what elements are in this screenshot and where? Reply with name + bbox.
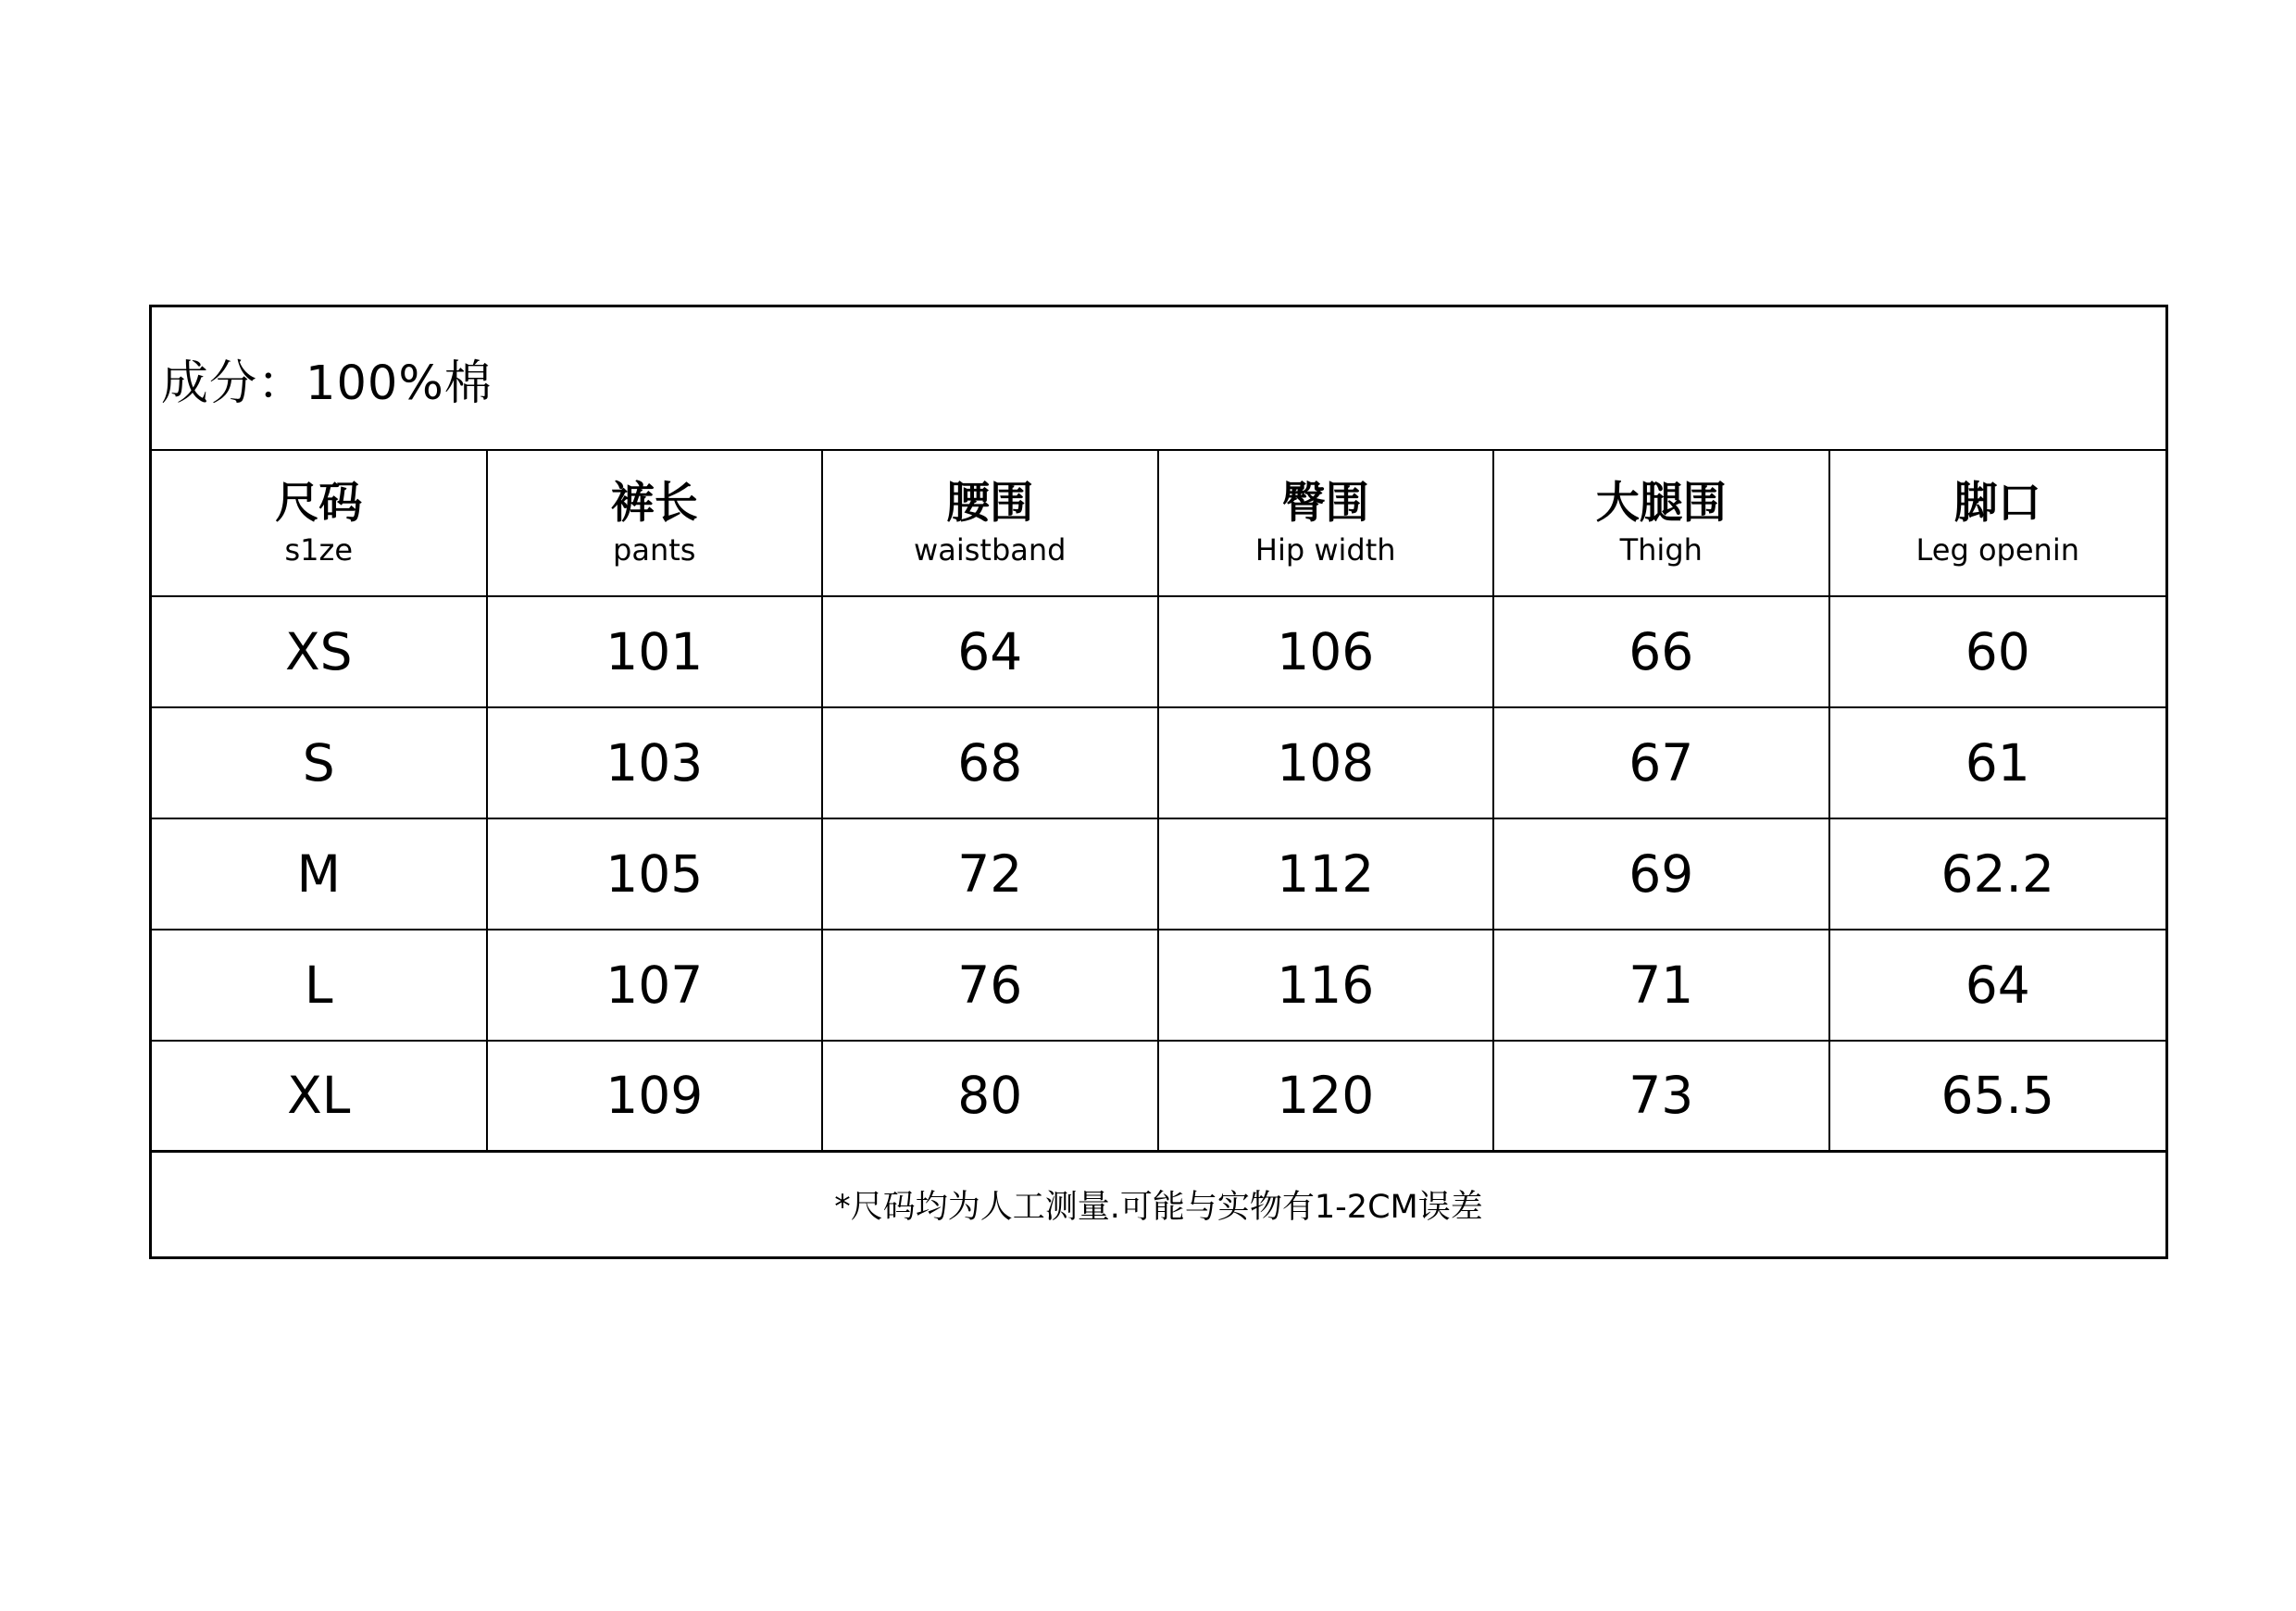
header-label-en: Hip width (1254, 531, 1396, 568)
cell-value: 108 (1277, 732, 1375, 793)
cell-value: 109 (605, 1066, 704, 1125)
table-cell (488, 708, 824, 819)
cell-value: 116 (1277, 955, 1375, 1015)
cell-value: XS (284, 621, 353, 681)
header-pants-length (488, 451, 824, 597)
table-cell (1159, 930, 1495, 1042)
cell-value: 112 (1277, 843, 1375, 904)
table-cell-size (152, 597, 488, 708)
cell-value: 101 (605, 621, 704, 681)
header-label-en: pants (613, 531, 696, 568)
cell-value: 120 (1277, 1066, 1375, 1125)
note-text: *尺码均为人工测量.可能与实物有1-2CM误差 (834, 1189, 1483, 1226)
table-cell (488, 930, 824, 1042)
table-cell (1159, 819, 1495, 930)
header-leg-opening (1830, 451, 2166, 597)
header-thigh (1494, 451, 1830, 597)
size-chart-table (149, 305, 2168, 1259)
cell-value: XL (287, 1066, 351, 1125)
cell-value: 65.5 (1940, 1066, 2054, 1125)
cell-value: 73 (1628, 1066, 1694, 1125)
cell-value: 103 (605, 732, 704, 793)
table-cell (1159, 708, 1495, 819)
table-cell (1830, 597, 2166, 708)
table-cell-size (152, 930, 488, 1042)
header-label-zh: 臀围 (1281, 477, 1369, 529)
table-cell (1830, 819, 2166, 930)
table-cell-size (152, 708, 488, 819)
cell-value: 76 (957, 955, 1023, 1015)
cell-value: 67 (1628, 732, 1694, 793)
table-cell (1494, 597, 1830, 708)
table-cell (823, 597, 1159, 708)
cell-value: 66 (1628, 621, 1694, 681)
cell-value: 64 (957, 621, 1023, 681)
table-cell (488, 819, 824, 930)
cell-value: 68 (957, 732, 1023, 793)
header-label-en: Leg openin (1915, 531, 2079, 568)
header-hip-width (1159, 451, 1495, 597)
cell-value: M (296, 843, 341, 904)
table-cell (1159, 597, 1495, 708)
material-composition (152, 307, 2165, 451)
cell-value: 105 (605, 843, 704, 904)
table-cell (1830, 1042, 2166, 1153)
table-cell (823, 1042, 1159, 1153)
cell-value: 106 (1277, 621, 1375, 681)
cell-value: 72 (957, 843, 1023, 904)
header-label-en: s1ze (284, 531, 353, 568)
table-cell (1830, 708, 2166, 819)
table-cell (823, 930, 1159, 1042)
header-label-zh: 裤长 (610, 477, 698, 529)
cell-value: 107 (605, 955, 704, 1015)
table-cell (823, 819, 1159, 930)
table-cell (1494, 1042, 1830, 1153)
table-cell-size (152, 1042, 488, 1153)
cell-value: L (304, 955, 333, 1015)
header-size (152, 451, 488, 597)
header-waistband (823, 451, 1159, 597)
material-text: 成分：100%棉 (161, 356, 493, 411)
table-cell (1494, 819, 1830, 930)
header-label-zh: 大腿围 (1595, 477, 1727, 529)
header-label-zh: 腰围 (946, 477, 1034, 529)
cell-value: 80 (957, 1066, 1023, 1125)
table-cell (488, 597, 824, 708)
table-cell (1830, 930, 2166, 1042)
cell-value: 61 (1965, 732, 2030, 793)
cell-value: 71 (1628, 955, 1694, 1015)
header-label-zh: 脚口 (1953, 477, 2041, 529)
measurement-note (152, 1153, 2165, 1256)
cell-value: 69 (1628, 843, 1694, 904)
table-cell (1494, 708, 1830, 819)
table-cell (488, 1042, 824, 1153)
table-cell-size (152, 819, 488, 930)
cell-value: 62.2 (1940, 843, 2054, 904)
cell-value: S (302, 732, 335, 793)
header-label-en: waistband (914, 531, 1067, 568)
table-cell (823, 708, 1159, 819)
cell-value: 60 (1965, 621, 2030, 681)
table-cell (1494, 930, 1830, 1042)
header-label-en: Thigh (1619, 531, 1703, 568)
cell-value: 64 (1965, 955, 2030, 1015)
header-label-zh: 尺码 (275, 477, 363, 529)
size-grid (152, 451, 2165, 1153)
table-cell (1159, 1042, 1495, 1153)
